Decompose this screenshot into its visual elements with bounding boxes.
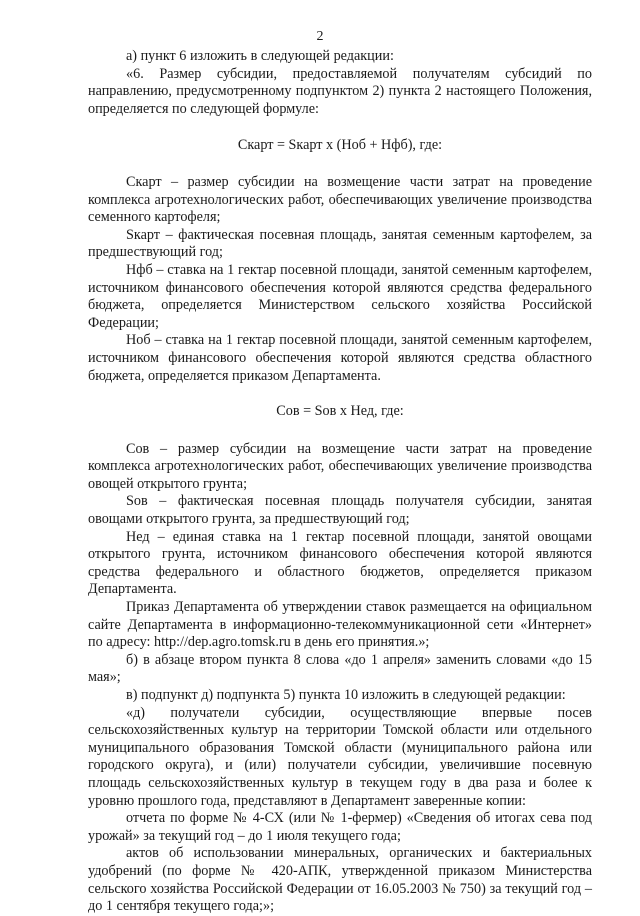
- definition-s-kart: Sкарт – фактическая посевная площадь, занятая семенным картофелем, за предшествующий год;: [88, 226, 592, 261]
- definition-nfb: Нфб – ставка на 1 гектар посевной площади, занятой семенным картофелем, источником финансового обеспечения которой являются средства федерального бюджета, определяется Министерством сельского хозяйства Российской Федерации;: [88, 261, 592, 331]
- formula-vegetable-subsidy: Сов = Sов х Нед, где:: [276, 403, 404, 420]
- paragraph-item-a: а) пункт 6 изложить в следующей редакции:: [126, 48, 394, 64]
- paragraph-fertilizer-acts: актов об использовании минеральных, органических и бактериальных удобрений (по форме № 420-АПК, утвержденной приказом Министерства сельского хозяйства Российской Федерации от 16.05.2003 № 750) за текущий год – до 1 сентября текущего года;»;: [88, 845, 592, 915]
- document-body: [88, 48, 592, 916]
- paragraph-item-b: б) в абзаце втором пункта 8 слова «до 1 апреля» заменить словами «до 15 мая»;: [88, 651, 592, 686]
- paragraph-report-form: отчета по форме № 4-СХ (или № 1-фермер) «Сведения об итогах сева под урожай» за текущий год – до 1 июля текущего года;: [88, 810, 592, 844]
- definition-s-ov: Sов – фактическая посевная площадь получателя субсидии, занятая овощами открытого грунта, за предшествующий год;: [88, 493, 592, 528]
- definition-nob: Ноб – ставка на 1 гектар посевной площади, занятой семенным картофелем, источником финансового обеспечения которой являются средства областного бюджета, определяется приказом Департамента.: [88, 332, 592, 384]
- paragraph-subitem-d: «д) получатели субсидии, осуществляющие впервые посев сельскохозяйственных культур на территории Томской области или отдельного муниципального образования Томской области (муниципального района или городского округа), и (или) получатели субсидии, увеличившие посевную площадь сельскохозяйственных культур в текущем году в два раза и более к уровню прошлого года, представляют в Департамент заверенные копии:: [88, 704, 592, 809]
- paragraph-point-6: «6. Размер субсидии, предоставляемой получателям субсидий по направлению, предусмотренному подпунктом 2) пункта 2 настоящего Положения, определяется по следующей формуле:: [88, 65, 592, 117]
- paragraph-order-publication: Приказ Департамента об утверждении ставок размещается на официальном сайте Департамента в информационно-телекоммуникационной сети «Интернет» по адресу: http://dep.agro.tomsk.ru в день его принятия.»;: [88, 599, 592, 651]
- page-number: 2: [316, 29, 324, 44]
- definition-skart: Скарт – размер субсидии на возмещение части затрат на проведение комплекса агротехнологических работ, обеспечивающих увеличение производства семенного картофеля;: [88, 173, 592, 226]
- formula-potato-subsidy: Скарт = Sкарт х (Ноб + Нфб), где:: [237, 137, 443, 154]
- definition-sov: Сов – размер субсидии на возмещение части затрат на проведение комплекса агротехнологических работ, обеспечивающих увеличение производства овощей открытого грунта;: [88, 440, 592, 492]
- paragraph-item-v: в) подпункт д) подпункта 5) пункта 10 изложить в следующей редакции:: [126, 687, 566, 703]
- definition-ned: Нед – единая ставка на 1 гектар посевной площади, занятой овощами открытого грунта, источником финансового обеспечения которой являются средства федерального и областного бюджетов, определяется приказом Департамента.: [88, 528, 592, 598]
